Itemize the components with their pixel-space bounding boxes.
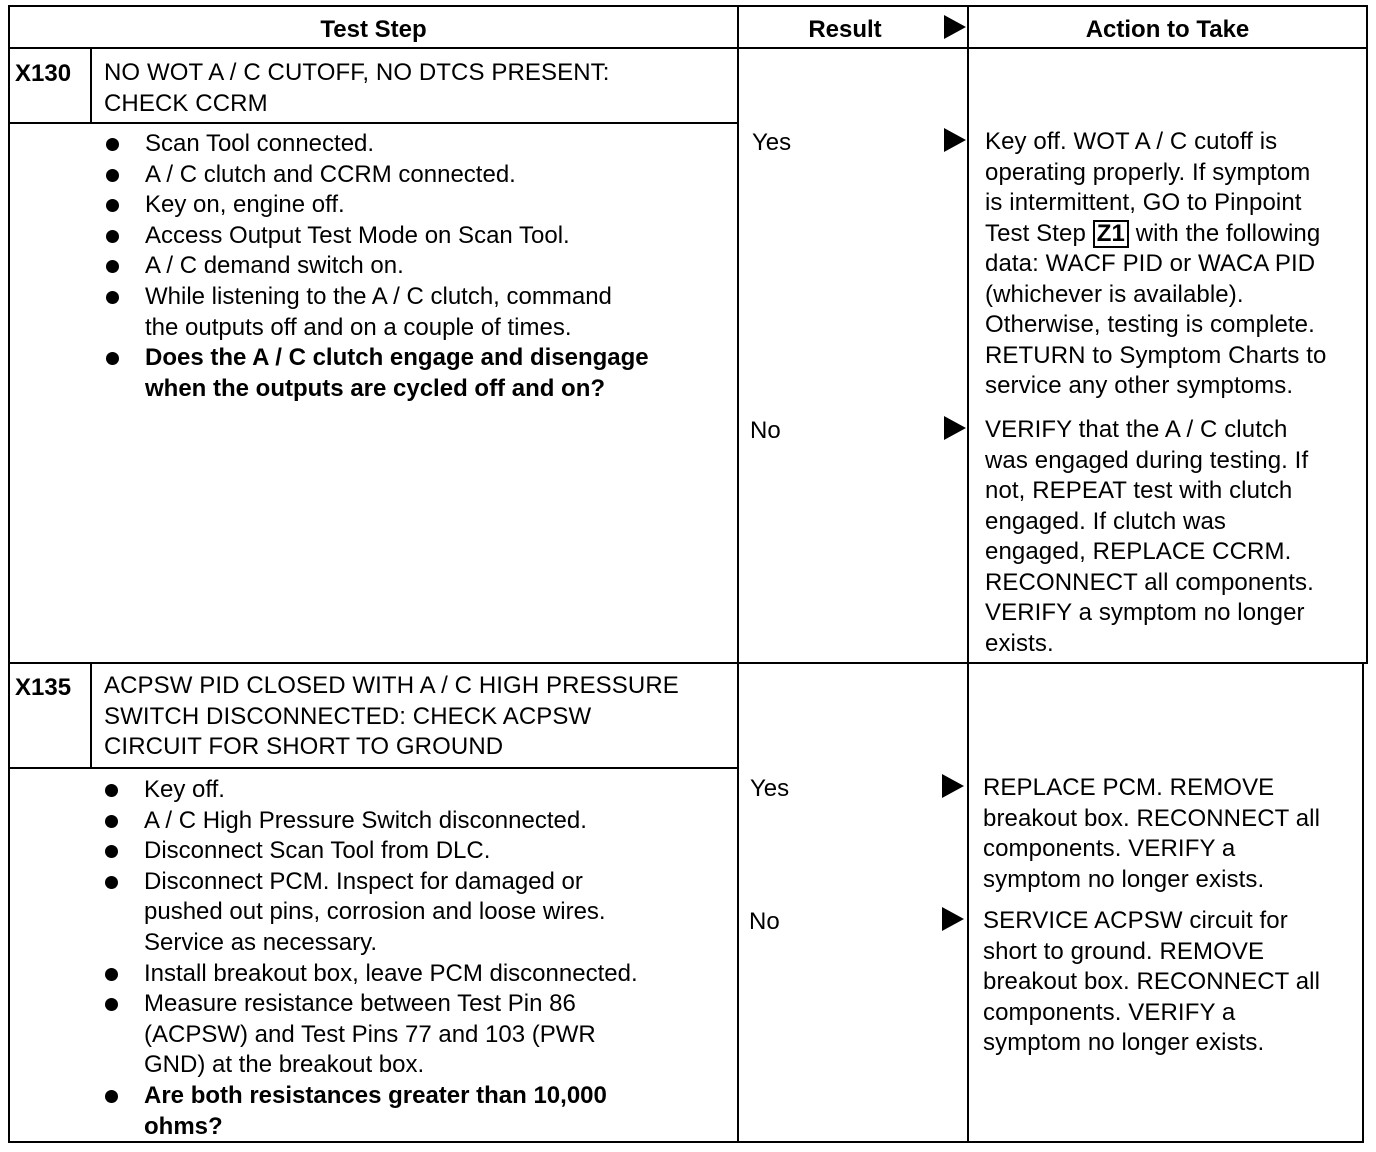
list-item: Disconnect PCM. Inspect for damaged or pushed out pins, corrosion and loose wires. Service as necessary. (103, 867, 638, 959)
action-text: Key off. WOT A / C cutoff is operating properly. If symptom is intermittent, GO to Pinpoint Test Step Z1 with the following data: WACF PID or WACA PID (whichever is available). Otherwise, testing is complete. RETURN to Symptom Charts to service any other symptoms. (985, 128, 1327, 399)
pinpoint-ref-z1: Z1 (1093, 220, 1129, 248)
bullet-icon (106, 138, 119, 151)
step-instructions (103, 775, 638, 1142)
header-arrow-icon (944, 15, 966, 39)
result-col-left-border (737, 5, 739, 1143)
bullet-icon (105, 784, 118, 797)
table-right-border-lower (1362, 662, 1364, 1143)
step-id-divider (90, 48, 92, 124)
step-title: ACPSW PID CLOSED WITH A / C HIGH PRESSURE SWITCH DISCONNECTED: CHECK ACPSW CIRCUIT FOR SHORT TO GROUND (104, 672, 679, 760)
result-arrow-icon (944, 128, 966, 152)
bullet-icon (106, 169, 119, 182)
title-bottom-border (8, 767, 737, 769)
table-left-border (8, 5, 10, 1143)
result-no: No (749, 908, 780, 935)
list-item: Disconnect Scan Tool from DLC. (103, 836, 638, 867)
bullet-icon (106, 260, 119, 273)
list-item: Key off. (103, 775, 638, 806)
bullet-icon (106, 291, 119, 304)
bullet-icon (105, 968, 118, 981)
row-divider (8, 662, 1368, 664)
action-text: REPLACE PCM. REMOVE breakout box. RECONNECT all components. VERIFY a symptom no longer exists. (983, 774, 1321, 893)
action-col-left-border (967, 5, 969, 1143)
list-item: Key on, engine off. (104, 190, 649, 221)
result-arrow-icon (942, 907, 964, 931)
table-right-border (1366, 5, 1368, 663)
bullet-icon (105, 815, 118, 828)
table-top-border (8, 5, 1368, 7)
header-bottom-border (8, 47, 1368, 49)
bullet-icon (105, 845, 118, 858)
list-item: A / C demand switch on. (104, 251, 649, 282)
header-action: Action to Take (1085, 16, 1250, 43)
list-item: Scan Tool connected. (104, 129, 649, 160)
title-bottom-border (8, 122, 737, 124)
result-arrow-icon (944, 416, 966, 440)
result-arrow-icon (942, 774, 964, 798)
bullet-icon (106, 199, 119, 212)
list-item: Measure resistance between Test Pin 86 (ACPSW) and Test Pins 77 and 103 (PWR GND) at the breakout box. (103, 989, 638, 1081)
list-item: While listening to the A / C clutch, command the outputs off and on a couple of times. (104, 282, 649, 343)
list-item-question: Are both resistances greater than 10,000 ohms? (103, 1081, 638, 1142)
step-title: NO WOT A / C CUTOFF, NO DTCS PRESENT: CHECK CCRM (104, 59, 610, 117)
header-result: Result (808, 16, 882, 43)
bullet-icon (105, 1090, 118, 1103)
list-item: A / C clutch and CCRM connected. (104, 160, 649, 191)
result-yes: Yes (752, 129, 792, 156)
bullet-icon (105, 876, 118, 889)
step-id-divider (90, 663, 92, 769)
list-item-question: Does the A / C clutch engage and disengage when the outputs are cycled off and on? (104, 343, 649, 404)
list-item: Install breakout box, leave PCM disconnected. (103, 959, 638, 990)
header-test-step: Test Step (320, 16, 427, 43)
list-item: A / C High Pressure Switch disconnected. (103, 806, 638, 837)
step-id: X130 (15, 60, 72, 87)
action-text: VERIFY that the A / C clutch was engaged during testing. If not, REPEAT test with clutch engaged. If clutch was engaged, REPLACE CCRM. RECONNECT all components. VERIFY a symptom no longer exists. (985, 416, 1314, 657)
step-id: X135 (15, 674, 72, 701)
bullet-icon (105, 998, 118, 1011)
result-no: No (750, 417, 781, 444)
list-item: Access Output Test Mode on Scan Tool. (104, 221, 649, 252)
action-text: SERVICE ACPSW circuit for short to ground. REMOVE breakout box. RECONNECT all components. VERIFY a symptom no longer exists. (983, 907, 1321, 1056)
bullet-icon (106, 352, 119, 365)
bullet-icon (106, 230, 119, 243)
result-yes: Yes (750, 775, 790, 802)
step-instructions (104, 129, 649, 404)
